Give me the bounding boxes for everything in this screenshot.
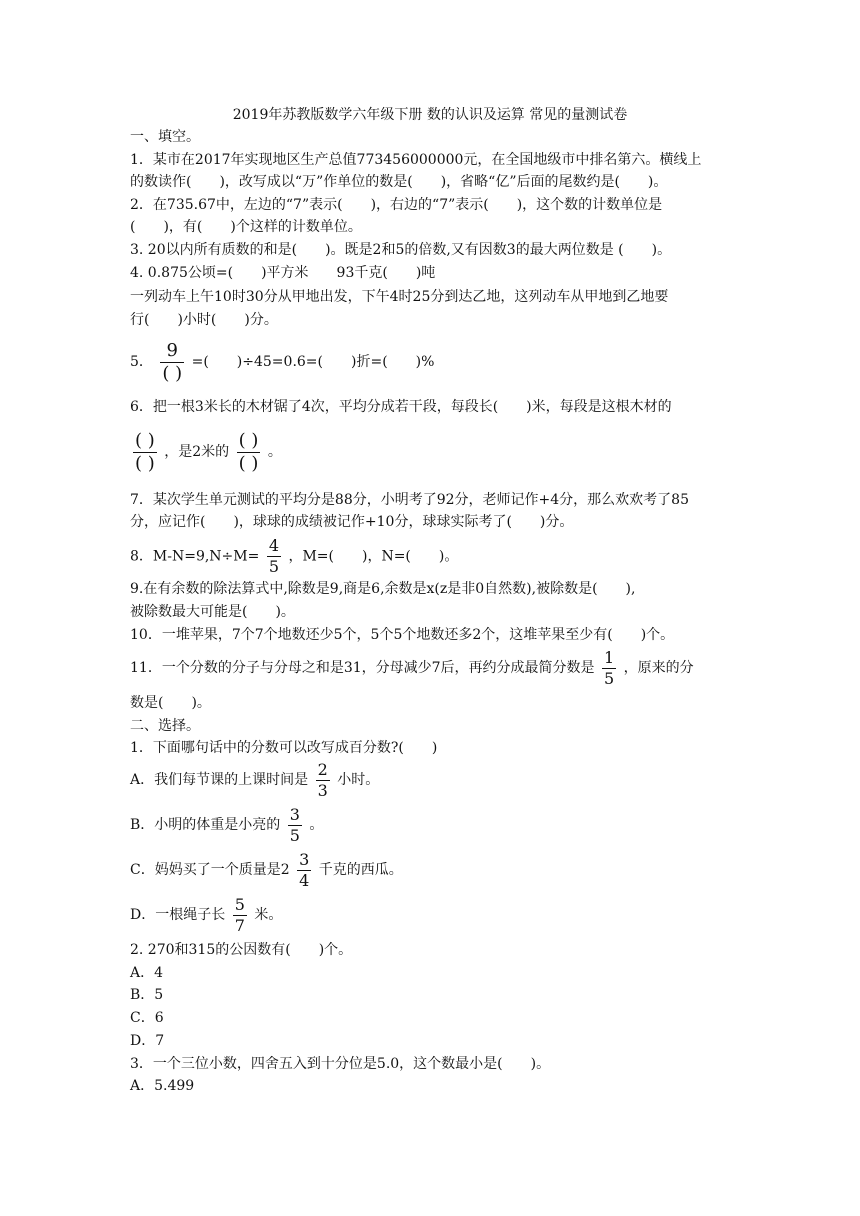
question-7-line-2: 分，应记作( )，球球的成绩被记作+10分，球球实际考了( )分。 xyxy=(130,514,574,530)
choice-1-option-d xyxy=(130,895,740,935)
c1b-fraction xyxy=(288,804,302,845)
q5-prefix: 5． xyxy=(130,354,153,370)
c1a-numerator: 2 xyxy=(317,759,328,779)
c1c-fraction xyxy=(297,849,311,890)
q11-suffix: ，原来的分 xyxy=(623,660,694,676)
choice-2-option-c: C．6 xyxy=(130,1010,164,1026)
question-11-line-1 xyxy=(130,648,740,688)
q6-middle-text: ，是2米的 xyxy=(164,444,230,460)
question-4: 4. 0.875公顷=( )平方米 93千克( )吨 xyxy=(130,265,436,281)
c1b-numerator: 3 xyxy=(289,804,300,824)
question-7-line-1: 7．某次学生单元测试的平均分是88分，小明考了92分，老师记作+4分，那么欢欢考了85 xyxy=(130,492,689,508)
choice-question-2: 2. 270和315的公因数有( )个。 xyxy=(130,942,353,958)
question-11-line-2: 数是( )。 xyxy=(130,695,211,711)
q6-fraction-2 xyxy=(237,429,261,474)
c1a-fraction xyxy=(316,759,330,800)
q11-prefix: 11．一个分数的分子与分母之和是31，分母减少7后，再约分成最简分数是 xyxy=(130,660,595,676)
c1c-numerator: 3 xyxy=(299,849,310,869)
q8-prefix: 8．M-N=9,N÷M= xyxy=(130,548,260,565)
c1b-suffix: 。 xyxy=(309,817,324,833)
choice-2-option-a: A．4 xyxy=(130,965,164,981)
q6-f2-numerator: ( ) xyxy=(238,429,259,451)
question-5 xyxy=(130,340,740,384)
c1c-suffix: 千克的西瓜。 xyxy=(318,862,403,878)
c1a-denominator: 3 xyxy=(317,780,328,800)
question-4-extra-line-1: 一列动车上午10时30分从甲地出发，下午4时25分到达乙地，这列动车从甲地到乙地要 xyxy=(130,289,669,305)
q5-fraction xyxy=(160,339,184,384)
choice-question-3: 3．一个三位小数，四舍五入到十分位是5.0，这个数最小是( )。 xyxy=(130,1056,551,1072)
choice-2-option-b: B．5 xyxy=(130,987,164,1003)
c1b-text: B．小明的体重是小亮的 xyxy=(130,817,281,833)
section-heading-fill: 一、填空。 xyxy=(130,129,200,145)
choice-1-option-b xyxy=(130,805,740,845)
question-9-line-1: 9.在有余数的除法算式中,除数是9,商是6,余数是x(z是非0自然数),被除数是( ), xyxy=(130,581,636,597)
q6-fraction-1 xyxy=(133,429,157,474)
q5-denominator: ( ) xyxy=(162,362,183,384)
question-1-line-1: 1．某市在2017年实现地区生产总值773456000000元，在全国地级市中排名第六。横线上 xyxy=(130,152,702,168)
question-6-line-2 xyxy=(130,430,740,474)
q5-numerator: 9 xyxy=(166,339,178,361)
q11-fraction xyxy=(602,647,616,688)
c1c-denominator: 4 xyxy=(299,870,310,890)
c1d-text: D．一根绳子长 xyxy=(130,907,226,923)
c1a-text: A．我们每节课的上课时间是 xyxy=(130,772,309,788)
q6-f1-numerator: ( ) xyxy=(135,429,155,451)
q11-denominator: 5 xyxy=(604,668,615,688)
q8-fraction xyxy=(267,538,281,575)
q5-rest: =( )÷45=0.6=( )折=( )% xyxy=(191,354,435,370)
q6-end: 。 xyxy=(267,444,282,460)
c1d-denominator: 7 xyxy=(234,915,245,935)
q6-f1-denominator: ( ) xyxy=(135,452,155,474)
choice-2-option-d: D．7 xyxy=(130,1033,165,1049)
q8-denominator: 5 xyxy=(268,557,279,576)
question-2-line-1: 2．在735.67中，左边的“7”表示( )，右边的“7”表示( )，这个数的计数单位是 xyxy=(130,197,663,213)
q8-numerator: 4 xyxy=(268,536,279,555)
c1d-numerator: 5 xyxy=(234,894,245,914)
choice-3-option-a: A．5.499 xyxy=(130,1078,195,1094)
question-8 xyxy=(130,538,740,575)
section-heading-choice: 二、选择。 xyxy=(130,718,200,734)
q8-suffix: ，M=( )，N=( )。 xyxy=(288,548,459,565)
choice-1-option-c xyxy=(130,850,740,890)
question-4-extra-line-2: 行( )小时( )分。 xyxy=(130,312,278,328)
c1a-suffix: 小时。 xyxy=(337,772,380,788)
question-2-line-2: ( )，有( )个这样的计数单位。 xyxy=(130,219,362,235)
q6-f2-denominator: ( ) xyxy=(238,452,259,474)
c1d-fraction xyxy=(233,894,247,935)
choice-1-option-a xyxy=(130,760,740,800)
question-1-line-2: 的数读作( )，改写成以“万”作单位的数是( )，省略“亿”后面的尾数约是( )。 xyxy=(130,174,668,190)
question-10: 10．一堆苹果，7个7个地数还少5个，5个5个地数还多2个，这堆苹果至少有( )个。 xyxy=(130,627,675,643)
question-9-line-2: 被除数最大可能是( )。 xyxy=(130,604,295,620)
c1c-text: C．妈妈买了一个质量是2 xyxy=(130,862,290,878)
page-title: 2019年苏教版数学六年级下册 数的认识及运算 常见的量测试卷 xyxy=(232,107,628,123)
choice-question-1: 1．下面哪句话中的分数可以改写成百分数?( ) xyxy=(130,740,438,756)
q11-numerator: 1 xyxy=(604,647,615,667)
c1d-suffix: 米。 xyxy=(254,907,283,923)
c1b-denominator: 5 xyxy=(289,825,300,845)
question-3: 3. 20以内所有质数的和是( )。既是2和5的倍数,又有因数3的最大两位数是 ( )。 xyxy=(130,242,672,258)
question-6-line-1: 6．把一根3米长的木材锯了4次，平均分成若干段，每段长( )米，每段是这根木材的 xyxy=(130,399,672,415)
